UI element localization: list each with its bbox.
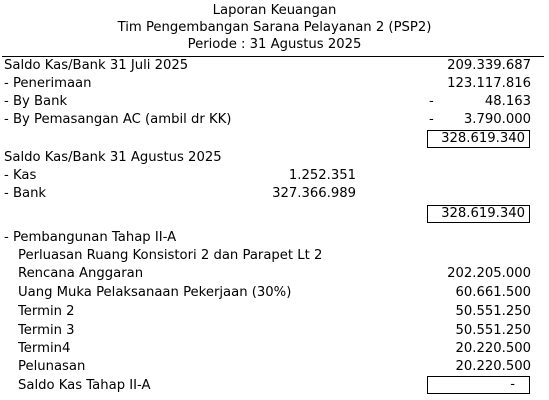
cash-value: 1.252.351 <box>288 168 356 183</box>
cash-label: - Kas <box>4 168 37 183</box>
term4-value: 20.220.500 <box>455 341 531 356</box>
opening-balance-value: 209.339.687 <box>447 58 531 73</box>
settlement-label: Pelunasan <box>18 359 86 374</box>
bank-label: - Bank <box>4 186 47 201</box>
closing-total-value: 328.619.340 <box>441 206 525 221</box>
team-name: Tim Pengembangan Sarana Pelayanan 2 (PSP2) <box>117 20 432 35</box>
budget-value: 202.205.000 <box>447 266 531 281</box>
term4-label: Termin4 <box>18 341 71 356</box>
phase-balance-box <box>427 376 530 394</box>
ac-install-sign: - <box>429 112 434 127</box>
phase-balance-value: - <box>510 377 515 392</box>
project-label: - Pembangunan Tahap II-A <box>4 230 177 245</box>
report-title: Laporan Keuangan <box>212 3 337 18</box>
opening-balance-label: Saldo Kas/Bank 31 Juli 2025 <box>4 58 189 73</box>
down-payment-label: Uang Muka Pelaksanaan Pekerjaan (30%) <box>18 285 292 300</box>
down-payment-value: 60.661.500 <box>455 285 531 300</box>
term3-label: Termin 3 <box>18 323 75 338</box>
closing-total-box <box>427 205 530 223</box>
closing-balance-label: Saldo Kas/Bank 31 Agustus 2025 <box>4 150 222 165</box>
receipts-value: 123.117.816 <box>447 76 531 91</box>
budget-label: Rencana Anggaran <box>18 266 144 281</box>
ac-install-label: - By Pemasangan AC (ambil dr KK) <box>4 112 232 127</box>
header-divider <box>2 56 544 57</box>
bank-fee-sign: - <box>429 94 434 109</box>
opening-total-value: 328.619.340 <box>441 131 525 146</box>
settlement-value: 20.220.500 <box>455 359 531 374</box>
project-description: Perluasan Ruang Konsistori 2 dan Parapet Lt 2 <box>18 248 323 263</box>
term2-value: 50.551.250 <box>455 304 531 319</box>
term2-label: Termin 2 <box>18 304 75 319</box>
phase-balance-label: Saldo Kas Tahap II-A <box>18 378 151 393</box>
bank-fee-label: - By Bank <box>4 94 68 109</box>
bank-fee-value: 48.163 <box>484 94 531 109</box>
bank-value: 327.366.989 <box>272 186 356 201</box>
report-period: Periode : 31 Agustus 2025 <box>187 37 362 52</box>
opening-total-box <box>427 130 530 148</box>
receipts-label: - Penerimaan <box>4 76 92 91</box>
ac-install-value: 3.790.000 <box>463 112 531 127</box>
term3-value: 50.551.250 <box>455 323 531 338</box>
